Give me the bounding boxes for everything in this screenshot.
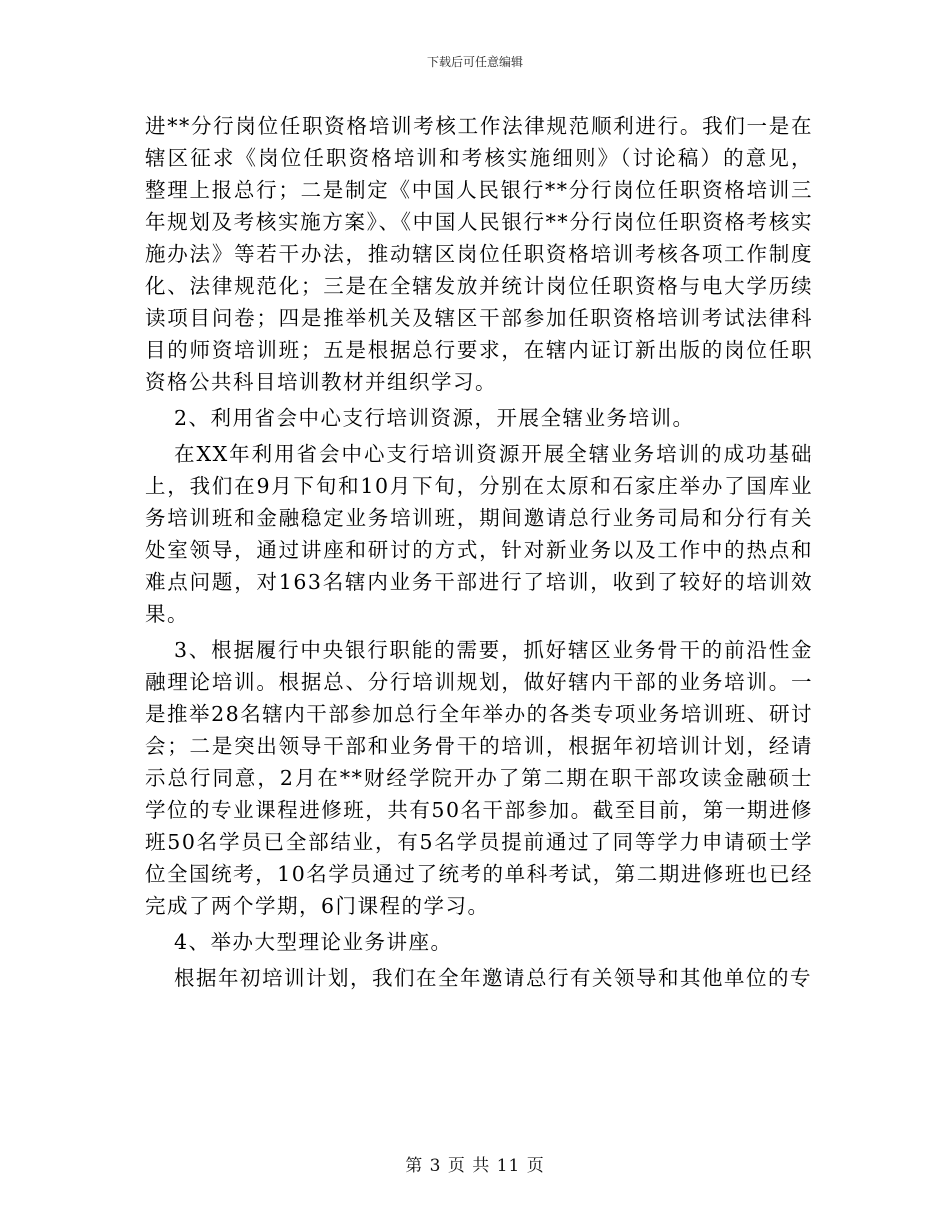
paragraph-section-2: 在XX年利用省会中心支行培训资源开展全辖业务培训的成功基础上，我们在9月下旬和10月下旬，分别在太原和石家庄举办了国库业务培训班和金融稳定业务培训班，期间邀请总行业务司局和分行有关处室领导，通过讲座和研讨的方式，针对新业务以及工作中的热点和难点问题，对163名辖内业务干部进行了培训，收到了较好的培训效果。 [145, 442, 813, 626]
document-body [145, 110, 813, 994]
paragraph-section-3: 3、根据履行中央银行职能的需要，抓好辖区业务骨干的前沿性金融理论培训。根据总、分行培训规划，做好辖内干部的业务培训。一是推举28名辖内干部参加总行全年举办的各类专项业务培训班、研讨会；二是突出领导干部和业务骨干的培训，根据年初培训计划，经请示总行同意，2月在**财经学院开办了第二期在职干部攻读金融硕士学位的专业课程进修班，共有50名干部参加。截至目前，第一期进修班50名学员已全部结业，有5名学员提前通过了同等学力申请硕士学位全国统考，10名学员通过了统考的单科考试，第二期进修班也已经完成了两个学期，6门课程的学习。 [145, 638, 813, 918]
page-header: 下载后可任意编辑 [426, 55, 523, 69]
paragraph-section-4: 根据年初培训计划，我们在全年邀请总行有关领导和其他单位的专 [174, 966, 812, 990]
page-number: 第 3 页 共 11 页 [405, 1156, 545, 1176]
section-heading-4: 4、举办大型理论业务讲座。 [174, 930, 453, 954]
section-heading-2: 2、利用省会中心支行培训资源，开展全辖业务培训。 [174, 406, 695, 430]
paragraph-continuation: 进**分行岗位任职资格培训考核工作法律规范顺利进行。我们一是在辖区征求《岗位任职资格培训和考核实施细则》（讨论稿）的意见，整理上报总行；二是制定《中国人民银行**分行岗位任职资格培训三年规划及考核实施方案》、《中国人民银行**分行岗位任职资格考核实施办法》等若干办法，推动辖区岗位任职资格培训考核各项工作制度化、法律规范化；三是在全辖发放并统计岗位任职资格与电大学历续读项目问卷；四是推举机关及辖区干部参加任职资格培训考试法律科目的师资培训班；五是根据总行要求，在辖内证订新出版的岗位任职资格公共科目培训教材并组织学习。 [145, 114, 813, 394]
